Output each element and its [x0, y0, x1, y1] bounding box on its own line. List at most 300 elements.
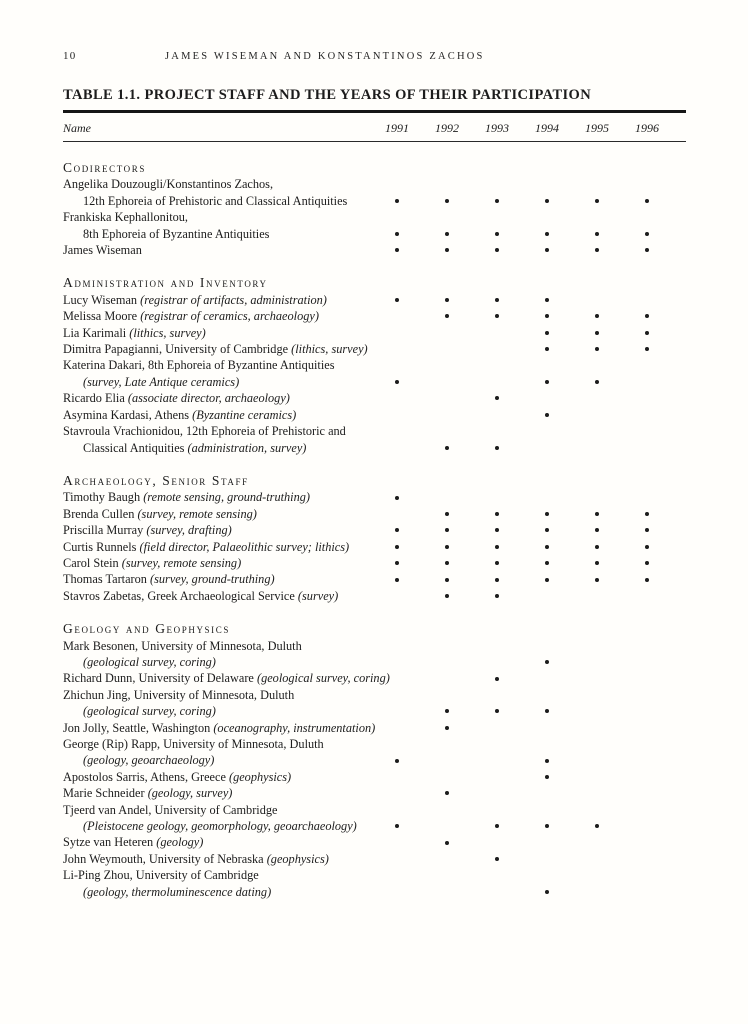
table-row-line	[63, 292, 686, 308]
staff-name	[63, 670, 390, 686]
year-cell	[572, 818, 622, 834]
year-cell	[472, 670, 522, 686]
year-cell	[422, 670, 472, 686]
table-row-line	[63, 308, 686, 324]
participation-dot	[595, 248, 599, 252]
participation-dot	[595, 578, 599, 582]
year-cell	[372, 867, 422, 883]
participation-dot	[495, 248, 499, 252]
year-cell	[372, 357, 422, 373]
staff-role-text: (oceanography, instrumentation)	[213, 720, 376, 735]
year-cell	[572, 423, 622, 439]
participation-dot	[445, 446, 449, 450]
table-row-line	[63, 752, 686, 768]
year-cell	[372, 242, 422, 258]
staff-name	[63, 374, 372, 390]
year-cell	[472, 390, 522, 406]
year-cell	[422, 736, 472, 752]
participation-dot	[495, 824, 499, 828]
year-cell	[572, 440, 622, 456]
staff-name-text: Zhichun Jing, University of Minnesota, Duluth	[63, 687, 295, 702]
year-cell	[472, 226, 522, 242]
year-cell	[622, 851, 672, 867]
year-cell	[372, 341, 422, 357]
year-cell	[472, 325, 522, 341]
year-cell	[472, 654, 522, 670]
year-cell	[422, 341, 472, 357]
participation-dot	[545, 380, 549, 384]
year-cell	[472, 374, 522, 390]
table-row-line	[63, 720, 686, 736]
participation-dot	[645, 528, 649, 532]
participation-dot	[595, 347, 599, 351]
table-row-line	[63, 769, 686, 785]
staff-role-text: (geophysics)	[228, 769, 292, 784]
staff-name	[63, 193, 372, 209]
year-cell	[472, 341, 522, 357]
participation-dot	[645, 331, 649, 335]
staff-name	[63, 407, 372, 423]
participation-dot	[445, 232, 449, 236]
year-cell	[522, 242, 572, 258]
staff-role-text: (lithics, survey)	[129, 325, 206, 340]
staff-name	[63, 785, 372, 801]
table-row-line	[63, 818, 686, 834]
participation-dot	[495, 232, 499, 236]
year-cell	[422, 176, 472, 192]
participation-dot	[395, 561, 399, 565]
year-cell	[372, 325, 422, 341]
year-cell	[522, 325, 572, 341]
table-row-line	[63, 588, 686, 604]
participation-dot	[545, 331, 549, 335]
staff-name	[63, 555, 372, 571]
staff-name-text: Lucy Wiseman	[63, 292, 141, 307]
participation-dot	[395, 545, 399, 549]
year-cell	[372, 802, 422, 818]
staff-name-text: 8th Ephoreia of Byzantine Antiquities	[83, 226, 270, 241]
column-header-year: 1994	[535, 121, 559, 135]
staff-name	[63, 209, 372, 225]
participation-dot	[545, 512, 549, 516]
participation-dot	[395, 298, 399, 302]
year-cell	[572, 670, 622, 686]
participation-dot	[645, 561, 649, 565]
year-cell	[472, 884, 522, 900]
participation-dot	[645, 248, 649, 252]
year-cell	[472, 506, 522, 522]
section-heading: Archaeology, Senior Staff	[63, 472, 249, 488]
table-row-line	[63, 654, 686, 670]
table-row-line	[63, 176, 686, 192]
staff-name-text: Asymina Kardasi, Athens	[63, 407, 193, 422]
year-cell	[522, 818, 572, 834]
participation-dot	[495, 857, 499, 861]
participation-dot	[545, 709, 549, 713]
year-cell	[572, 193, 622, 209]
year-cell	[522, 292, 572, 308]
year-cell	[372, 308, 422, 324]
running-head-authors: JAMES WISEMAN AND KONSTANTINOS ZACHOS	[165, 51, 485, 62]
year-cell	[622, 720, 672, 736]
participation-dot	[595, 331, 599, 335]
year-cell	[372, 423, 422, 439]
year-cell	[372, 226, 422, 242]
participation-dot	[545, 347, 549, 351]
staff-name-text: Frankiska Kephallonitou,	[63, 210, 188, 225]
staff-role-text: (survey, remote sensing)	[121, 555, 242, 570]
staff-name-text: John Weymouth, University of Nebraska	[63, 851, 267, 866]
year-cell	[572, 687, 622, 703]
staff-role-text: (survey, Late Antique ceramics)	[83, 374, 240, 389]
participation-dot	[545, 413, 549, 417]
year-cell	[422, 539, 472, 555]
year-cell	[522, 193, 572, 209]
year-cell	[522, 638, 572, 654]
year-cell	[622, 440, 672, 456]
year-cell	[572, 638, 622, 654]
participation-dot	[495, 298, 499, 302]
table-row-line	[63, 884, 686, 900]
staff-role-text: (geology, survey)	[147, 786, 233, 801]
year-cell	[522, 670, 572, 686]
year-cell	[572, 325, 622, 341]
table-row-line	[63, 226, 686, 242]
year-cell	[622, 176, 672, 192]
year-cell	[522, 390, 572, 406]
staff-role-text: (associate director, archaeology)	[127, 391, 290, 406]
year-cell	[372, 703, 422, 719]
year-cell	[372, 489, 422, 505]
participation-dot	[645, 314, 649, 318]
table-row-line	[63, 703, 686, 719]
year-cell	[472, 292, 522, 308]
year-cell	[372, 687, 422, 703]
staff-role-text: (lithics, survey)	[291, 342, 368, 357]
staff-role-text: (geophysics)	[266, 851, 329, 866]
year-cell	[572, 769, 622, 785]
year-cell	[622, 522, 672, 538]
year-cell	[522, 209, 572, 225]
year-cell	[522, 539, 572, 555]
staff-name-text: Dimitra Papagianni, University of Cambridge	[63, 342, 292, 357]
participation-dot	[545, 890, 549, 894]
year-cell	[372, 407, 422, 423]
year-cell	[472, 851, 522, 867]
year-cell	[422, 522, 472, 538]
year-cell	[472, 834, 522, 850]
staff-name-text: Katerina Dakari, 8th Ephoreia of Byzantine Antiquities	[63, 358, 335, 373]
year-cell	[622, 802, 672, 818]
year-cell	[372, 884, 422, 900]
year-cell	[522, 176, 572, 192]
year-cell	[572, 802, 622, 818]
year-cell	[472, 440, 522, 456]
year-cell	[622, 555, 672, 571]
year-cell	[472, 308, 522, 324]
year-cell	[472, 818, 522, 834]
table-row-line	[63, 423, 686, 439]
year-cell	[522, 308, 572, 324]
year-cell	[372, 506, 422, 522]
year-cell	[572, 176, 622, 192]
year-cell	[372, 374, 422, 390]
participation-dot	[545, 545, 549, 549]
year-cell	[422, 489, 472, 505]
participation-dot	[545, 561, 549, 565]
participation-dot	[495, 528, 499, 532]
table-row-line	[63, 506, 686, 522]
running-head	[63, 50, 686, 62]
participation-dot	[595, 561, 599, 565]
participation-dot	[545, 775, 549, 779]
year-cell	[522, 522, 572, 538]
year-cell	[572, 851, 622, 867]
table-row-line	[63, 325, 686, 341]
participation-dot	[445, 528, 449, 532]
year-cell	[622, 571, 672, 587]
year-cell	[422, 292, 472, 308]
year-cell	[622, 638, 672, 654]
year-cell	[622, 867, 672, 883]
participation-dot	[545, 199, 549, 203]
year-cell	[522, 357, 572, 373]
participation-dot	[395, 528, 399, 532]
staff-name-text: Mark Besonen, University of Minnesota, Duluth	[63, 638, 302, 653]
staff-name	[63, 703, 372, 719]
year-cell	[472, 752, 522, 768]
year-cell	[422, 571, 472, 587]
participation-dot	[545, 660, 549, 664]
staff-name-text: James Wiseman	[63, 243, 142, 258]
year-cell	[522, 736, 572, 752]
year-cell	[572, 785, 622, 801]
year-cell	[522, 687, 572, 703]
year-cell	[522, 720, 572, 736]
participation-dot	[645, 199, 649, 203]
participation-dot	[495, 561, 499, 565]
participation-dot	[495, 512, 499, 516]
participation-dot	[445, 545, 449, 549]
staff-name	[63, 423, 372, 439]
year-cell	[622, 357, 672, 373]
year-cell	[622, 769, 672, 785]
year-cell	[522, 588, 572, 604]
staff-name-text: Melissa Moore	[63, 309, 141, 324]
table-row-line	[63, 638, 686, 654]
staff-name-text: Thomas Tartaron	[63, 572, 151, 587]
year-cell	[572, 555, 622, 571]
year-cell	[472, 423, 522, 439]
year-cell	[622, 736, 672, 752]
year-cell	[422, 226, 472, 242]
year-cell	[622, 785, 672, 801]
staff-name	[63, 752, 372, 768]
year-cell	[572, 308, 622, 324]
staff-name	[63, 539, 372, 555]
year-cell	[372, 834, 422, 850]
year-cell	[472, 867, 522, 883]
year-cell	[572, 226, 622, 242]
year-cell	[422, 308, 472, 324]
staff-role-text: (survey, remote sensing)	[137, 506, 257, 521]
table-body	[63, 142, 686, 900]
year-cell	[572, 867, 622, 883]
table-title: TABLE 1.1. PROJECT STAFF AND THE YEARS OF THEIR PARTICIPATION	[63, 87, 592, 103]
year-cell	[572, 703, 622, 719]
participation-dot	[545, 298, 549, 302]
table-row-line	[63, 390, 686, 406]
year-cell	[422, 374, 472, 390]
column-header-year: 1993	[485, 121, 509, 135]
year-cell	[372, 522, 422, 538]
year-cell	[372, 292, 422, 308]
year-cell	[472, 176, 522, 192]
table-row-line	[63, 489, 686, 505]
participation-dot	[445, 709, 449, 713]
year-cell	[572, 539, 622, 555]
participation-dot	[445, 791, 449, 795]
staff-role-text: (registrar of artifacts, administration)	[140, 292, 327, 307]
year-cell	[572, 752, 622, 768]
year-cell	[372, 670, 422, 686]
year-cell	[472, 193, 522, 209]
participation-dot	[395, 199, 399, 203]
year-cell	[622, 687, 672, 703]
staff-name-text: Sytze van Heteren	[63, 835, 157, 850]
table-row-line	[63, 539, 686, 555]
year-cell	[622, 308, 672, 324]
staff-name-text: Tjeerd van Andel, University of Cambridge	[63, 802, 278, 817]
table-row-line	[63, 440, 686, 456]
staff-name-text: Carol Stein	[63, 555, 122, 570]
year-cell	[372, 440, 422, 456]
participation-dot	[395, 578, 399, 582]
year-cell	[522, 834, 572, 850]
year-cell	[572, 292, 622, 308]
year-cell	[422, 703, 472, 719]
year-cell	[522, 851, 572, 867]
participation-dot	[495, 314, 499, 318]
year-cell	[422, 588, 472, 604]
table-row-line	[63, 374, 686, 390]
year-cell	[422, 242, 472, 258]
year-cell	[522, 341, 572, 357]
staff-name	[63, 390, 372, 406]
year-cell	[372, 638, 422, 654]
staff-name	[63, 687, 372, 703]
year-cell	[622, 341, 672, 357]
staff-role-text: (field director, Palaeolithic survey; lithics)	[139, 539, 350, 554]
table-row-line	[63, 571, 686, 587]
section-heading: Geology and Geophysics	[63, 621, 230, 637]
table-row-line	[63, 851, 686, 867]
year-cell	[422, 407, 472, 423]
year-cell	[422, 654, 472, 670]
year-cell	[622, 752, 672, 768]
participation-dot	[645, 545, 649, 549]
year-cell	[622, 506, 672, 522]
participation-dot	[595, 232, 599, 236]
year-cell	[472, 489, 522, 505]
participation-dot	[445, 512, 449, 516]
staff-role-text: (geology, geoarchaeology)	[83, 753, 215, 768]
table-row-line	[63, 867, 686, 883]
participation-dot	[495, 578, 499, 582]
participation-dot	[495, 545, 499, 549]
year-cell	[422, 390, 472, 406]
staff-name-text: Stavroula Vrachionidou, 12th Ephoreia of Prehistoric and	[63, 424, 346, 439]
staff-name-text: Curtis Runnels	[63, 539, 140, 554]
year-cell	[522, 423, 572, 439]
year-cell	[572, 884, 622, 900]
staff-name-text: Classical Antiquities	[83, 440, 188, 455]
participation-dot	[645, 347, 649, 351]
year-cell	[422, 752, 472, 768]
year-cell	[522, 867, 572, 883]
staff-name-text: Jon Jolly, Seattle, Washington	[63, 720, 214, 735]
staff-name	[63, 308, 372, 324]
year-cell	[472, 571, 522, 587]
year-cell	[522, 802, 572, 818]
year-cell	[572, 506, 622, 522]
year-cell	[472, 539, 522, 555]
staff-role-text: (administration, survey)	[187, 440, 307, 455]
staff-name	[63, 226, 372, 242]
year-cell	[372, 209, 422, 225]
year-cell	[372, 176, 422, 192]
participation-dot	[445, 841, 449, 845]
table-row-line	[63, 687, 686, 703]
year-cell	[522, 752, 572, 768]
year-cell	[472, 588, 522, 604]
participation-dot	[445, 726, 449, 730]
year-cell	[622, 423, 672, 439]
year-cell	[572, 736, 622, 752]
year-cell	[522, 884, 572, 900]
participation-dot	[545, 232, 549, 236]
staff-role-text: (geological survey, coring)	[83, 704, 216, 719]
column-header-name: Name	[63, 121, 91, 135]
year-cell	[522, 654, 572, 670]
staff-role-text: (survey, drafting)	[146, 523, 232, 538]
table-row-line	[63, 193, 686, 209]
year-cell	[472, 242, 522, 258]
participation-dot	[545, 528, 549, 532]
table-row-line	[63, 357, 686, 373]
year-cell	[522, 489, 572, 505]
year-cell	[472, 785, 522, 801]
year-cell	[372, 390, 422, 406]
staff-name	[63, 571, 372, 587]
staff-name	[63, 341, 372, 357]
column-header-year: 1996	[635, 121, 659, 135]
section-heading: Codirectors	[63, 160, 146, 175]
year-cell	[422, 818, 472, 834]
year-cell	[572, 242, 622, 258]
participation-dot	[445, 578, 449, 582]
page-number: 10	[63, 50, 77, 62]
year-cell	[372, 555, 422, 571]
year-cell	[572, 720, 622, 736]
staff-name	[63, 834, 372, 850]
year-cell	[572, 357, 622, 373]
year-cell	[622, 703, 672, 719]
year-cell	[422, 423, 472, 439]
participation-dot	[645, 578, 649, 582]
participation-dot	[445, 561, 449, 565]
staff-role-text: (geological survey, coring)	[83, 654, 216, 669]
